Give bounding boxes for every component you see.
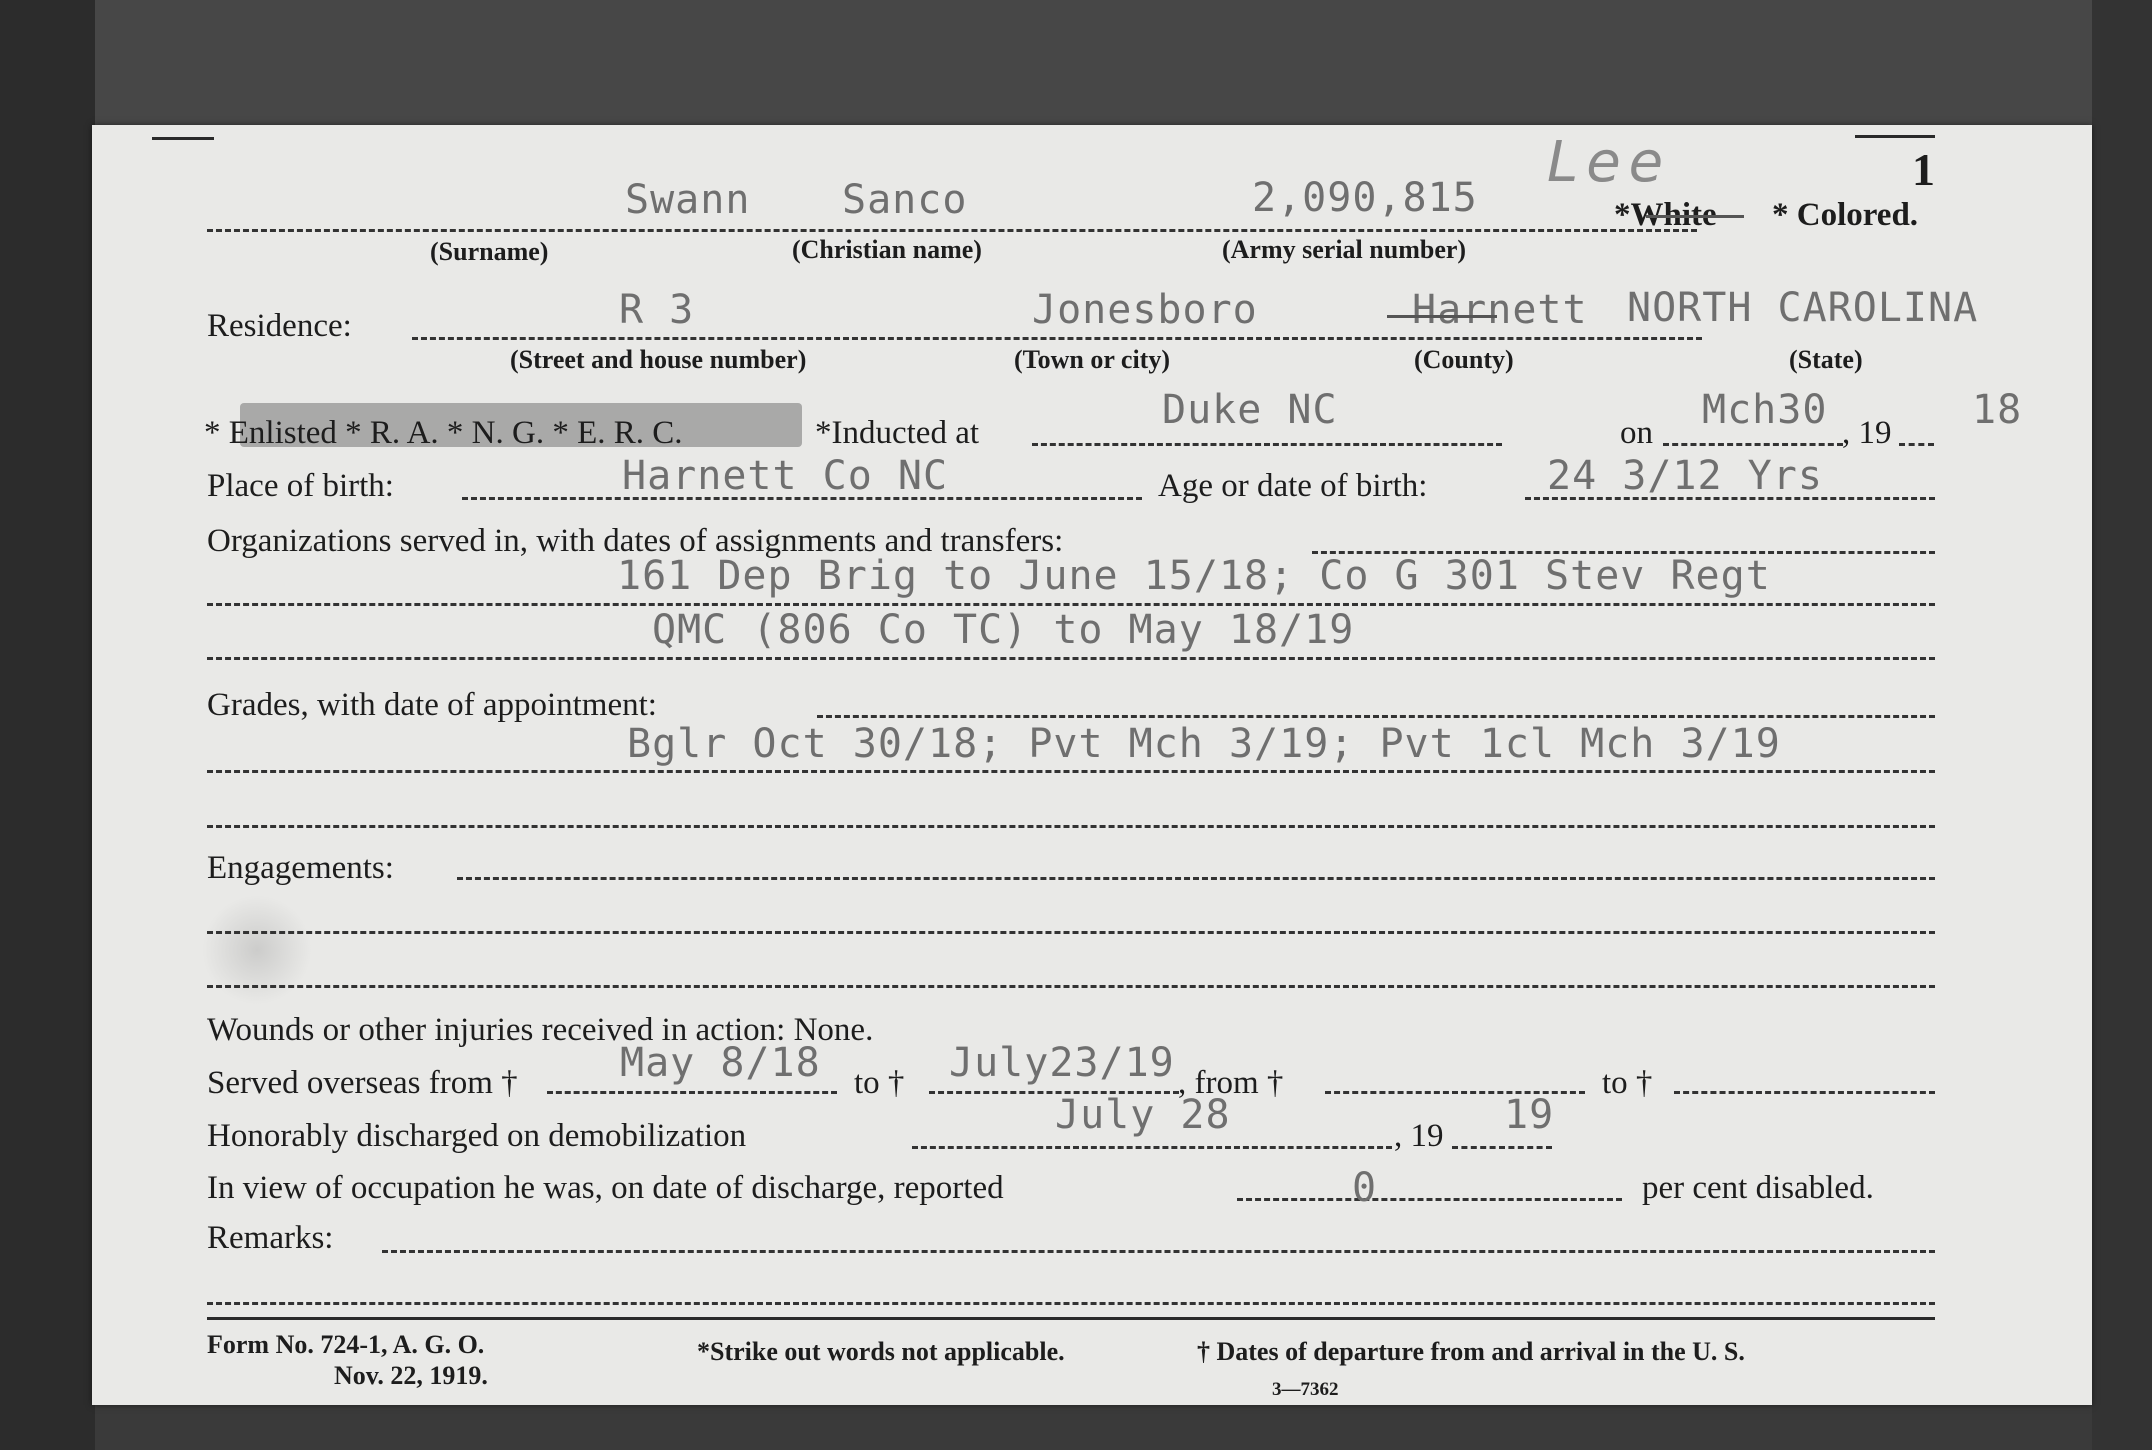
discharge-year-prefix: , 19	[1394, 1118, 1444, 1154]
engagements-line-2	[207, 985, 1935, 988]
serial-caption: (Army serial number)	[1222, 235, 1467, 264]
overseas-from-line	[547, 1091, 837, 1094]
discharge-year-value: 19	[1504, 1092, 1555, 1138]
background-right-edge	[2092, 0, 2152, 1450]
color-white-option: *White	[1614, 197, 1717, 233]
name-line	[207, 229, 1697, 232]
grades-line-0	[817, 715, 1935, 718]
discharge-date-value: July 28	[1055, 1092, 1231, 1138]
service-record-card	[92, 125, 2092, 1405]
overseas-to2-line	[1674, 1091, 1935, 1094]
top-right-rule	[1855, 135, 1935, 138]
engagements-line-1	[207, 931, 1935, 934]
background-left-edge	[0, 0, 95, 1450]
inducted-on-value: Mch30	[1702, 387, 1828, 433]
organizations-line-1	[207, 603, 1935, 606]
wounds-label: Wounds or other injuries received in action: None.	[207, 1012, 874, 1048]
organizations-line-2	[207, 657, 1935, 660]
disabled-percent-line	[1237, 1198, 1622, 1201]
overseas-to-value: July23/19	[949, 1040, 1175, 1086]
form-date: Nov. 22, 1919.	[334, 1361, 488, 1390]
year-prefix-label: , 19	[1842, 415, 1892, 451]
county-caption: (County)	[1414, 345, 1514, 374]
fingerprint-smudge	[202, 895, 312, 1005]
color-colored-option: * Colored.	[1772, 197, 1919, 233]
residence-line	[412, 337, 1702, 340]
surname-caption: (Surname)	[430, 237, 549, 266]
served-overseas-label: Served overseas from †	[207, 1065, 518, 1101]
strike-note: *Strike out words not applicable.	[697, 1337, 1065, 1366]
county-value: Harnett	[1412, 287, 1588, 333]
christian-name-caption: (Christian name)	[792, 235, 982, 264]
white-strikeout	[1646, 215, 1744, 218]
page-number: 1	[1912, 144, 1935, 195]
occupation-label: In view of occupation he was, on date of discharge, reported	[207, 1170, 1004, 1206]
christian-name-value: Sanco	[842, 177, 968, 223]
engagements-line-0	[457, 877, 1935, 880]
inducted-year-value: 18	[1972, 387, 2023, 433]
remarks-line-0	[382, 1250, 1935, 1253]
organizations-value-1: 161 Dep Brig to June 15/18; Co G 301 Stev Regt	[617, 553, 1771, 599]
handwritten-county-note: Lee	[1547, 130, 1672, 195]
grades-label: Grades, with date of appointment:	[207, 687, 657, 723]
year-line	[1899, 443, 1934, 446]
grades-line-2	[207, 825, 1935, 828]
organizations-label: Organizations served in, with dates of assignments and transfers:	[207, 523, 1064, 559]
town-value: Jonesboro	[1032, 287, 1258, 333]
inducted-on-line	[1663, 443, 1843, 446]
disabled-percent-value: 0	[1352, 1165, 1378, 1211]
inducted-at-line	[1032, 443, 1502, 446]
overseas-to-label: to †	[854, 1065, 905, 1101]
footer-rule	[207, 1317, 1935, 1320]
inducted-label: *Inducted at	[815, 415, 980, 451]
surname-value: Swann	[625, 177, 751, 223]
age-label: Age or date of birth:	[1158, 468, 1428, 504]
grades-line-1	[207, 770, 1935, 773]
form-number: Form No. 724-1, A. G. O.	[207, 1330, 485, 1359]
background-top-edge	[95, 0, 2152, 125]
residence-label: Residence:	[207, 308, 352, 344]
county-strikeout	[1387, 315, 1497, 318]
inducted-at-value: Duke NC	[1162, 387, 1338, 433]
engagements-label: Engagements:	[207, 850, 394, 886]
disabled-label: per cent disabled.	[1642, 1170, 1874, 1206]
age-value: 24 3/12 Yrs	[1547, 453, 1823, 499]
discharge-year-line	[1452, 1146, 1552, 1149]
remarks-label: Remarks:	[207, 1220, 334, 1256]
street-value: R 3	[619, 287, 695, 333]
overseas-to2-label: to †	[1602, 1065, 1653, 1101]
enlisted-options: * Enlisted * R. A. * N. G. * E. R. C.	[204, 415, 683, 451]
town-caption: (Town or city)	[1014, 345, 1170, 374]
organizations-value-2: QMC (806 Co TC) to May 18/19	[652, 607, 1355, 653]
discharged-label: Honorably discharged on demobilization	[207, 1118, 747, 1154]
overseas-from-value: May 8/18	[620, 1040, 821, 1086]
print-code: 3—7362	[1272, 1379, 1339, 1400]
state-caption: (State)	[1789, 345, 1863, 374]
state-value: NORTH CAROLINA	[1627, 285, 1979, 331]
street-caption: (Street and house number)	[510, 345, 807, 374]
place-of-birth-value: Harnett Co NC	[622, 453, 949, 499]
serial-value: 2,090,815	[1252, 175, 1478, 221]
discharge-date-line	[912, 1146, 1392, 1149]
top-left-rule	[152, 137, 214, 140]
overseas-from2-label: , from †	[1178, 1065, 1284, 1101]
remarks-line-1	[207, 1302, 1935, 1305]
on-label: on	[1620, 415, 1653, 451]
place-of-birth-label: Place of birth:	[207, 468, 394, 504]
dates-note: † Dates of departure from and arrival in the U. S.	[1197, 1337, 1745, 1366]
grades-value-1: Bglr Oct 30/18; Pvt Mch 3/19; Pvt 1cl Mch 3/19	[627, 721, 1781, 767]
